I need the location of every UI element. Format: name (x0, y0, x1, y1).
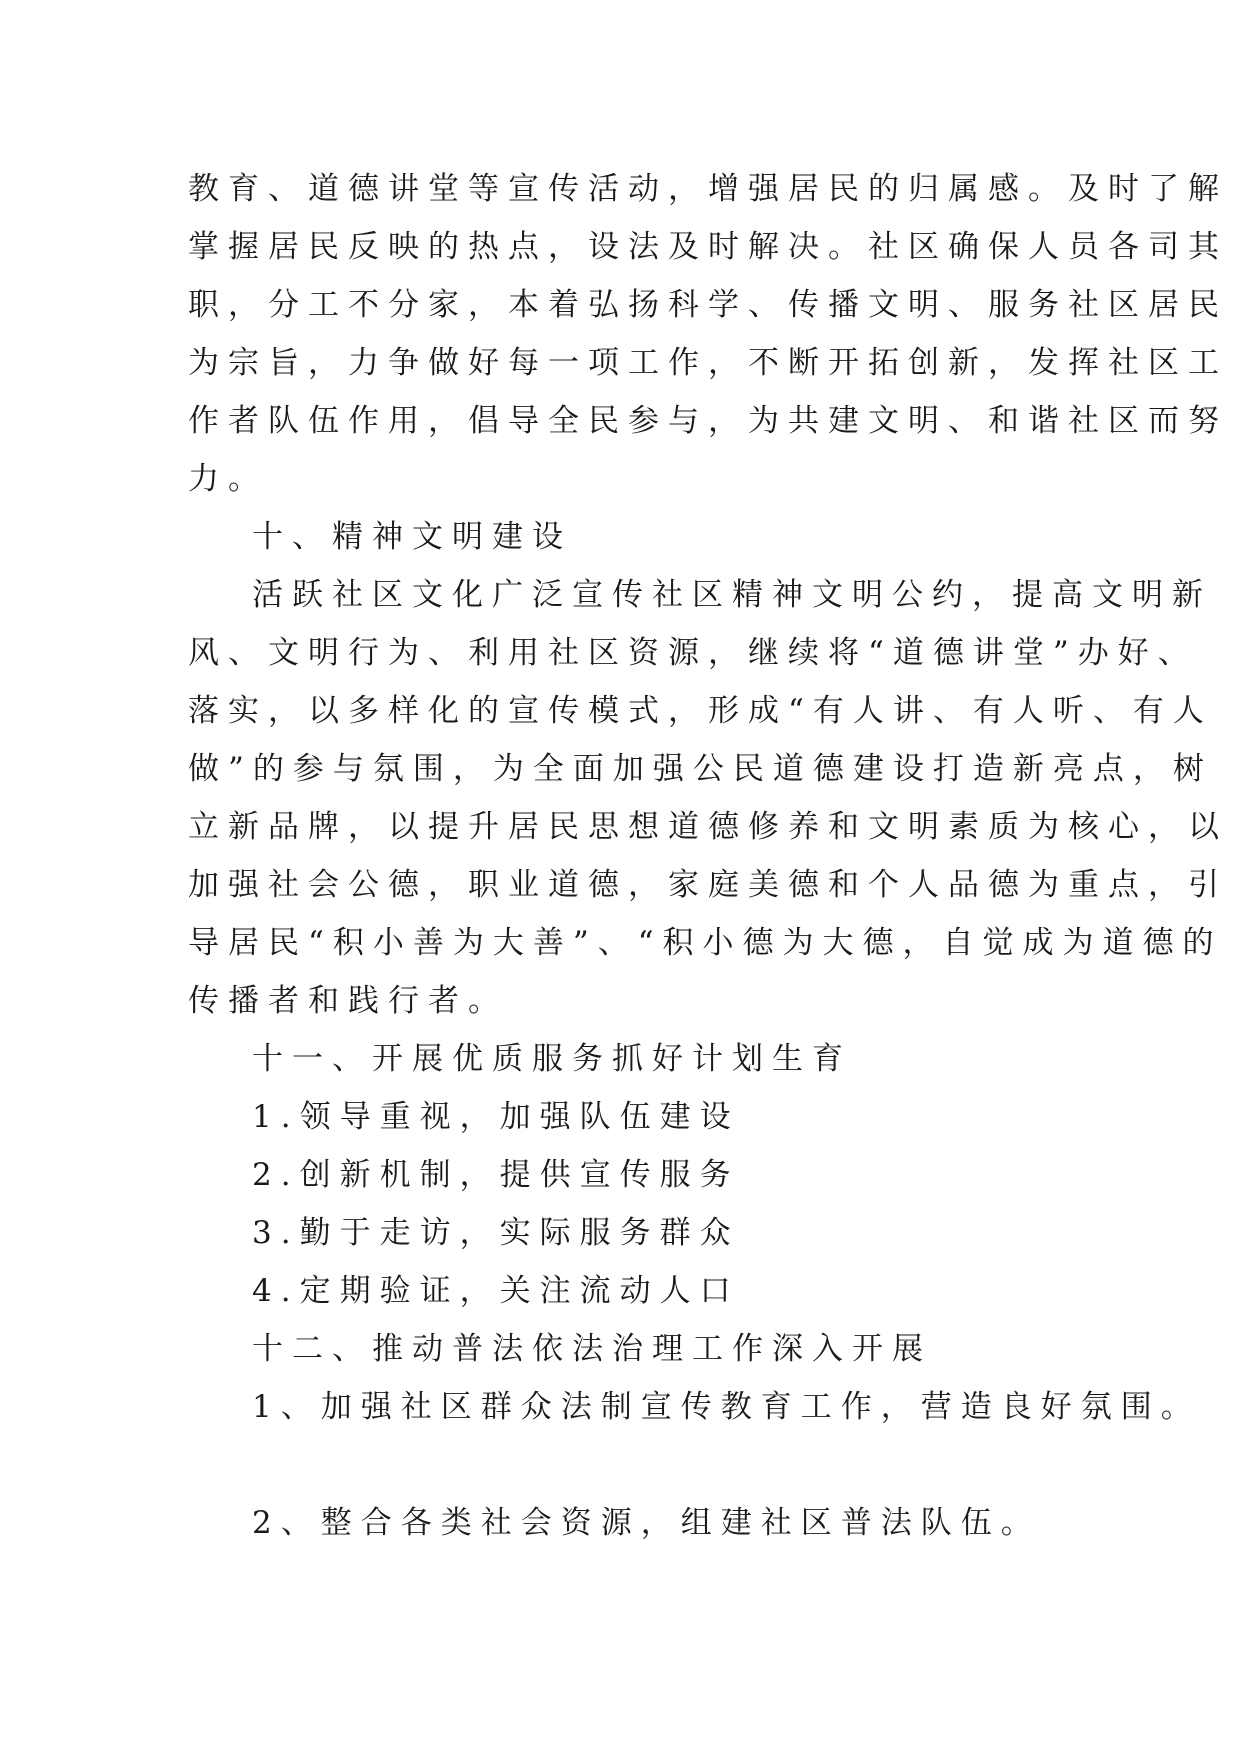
paragraph-gap (188, 1436, 1068, 1494)
section-heading: 十、精神文明建设 (252, 519, 572, 555)
paragraph-line: 力。 (188, 461, 268, 497)
paragraph-line: 加强社会公德，职业道德，家庭美德和个人品德为重点，引 (188, 867, 1228, 903)
paragraph-line: 掌握居民反映的热点，设法及时解决。社区确保人员各司其 (188, 229, 1228, 265)
list-item: 2.创新机制，提供宣传服务 (252, 1157, 740, 1193)
paragraph-line: 作者队伍作用，倡导全民参与，为共建文明、和谐社区而努 (188, 403, 1228, 439)
paragraph-line: 风、文明行为、利用社区资源，继续将“道德讲堂”办好、 (188, 635, 1198, 671)
paragraph-line: 传播者和践行者。 (188, 983, 508, 1019)
list-item: 3.勤于走访，实际服务群众 (252, 1215, 740, 1251)
paragraph-line: 落实，以多样化的宣传模式，形成“有人讲、有人听、有人 (188, 693, 1213, 729)
paragraph-line: 活跃社区文化广泛宣传社区精神文明公约，提高文明新 (252, 577, 1212, 613)
list-item: 4.定期验证，关注流动人口 (252, 1273, 740, 1309)
paragraph-line: 立新品牌，以提升居民思想道德修养和文明素质为核心，以 (188, 809, 1228, 845)
list-item: 1.领导重视，加强队伍建设 (252, 1099, 740, 1135)
list-item: 2、整合各类社会资源，组建社区普法队伍。 (252, 1505, 1041, 1541)
paragraph-line: 导居民“积小善为大善”、“积小德为大德，自觉成为道德的 (188, 925, 1223, 961)
paragraph-line: 职，分工不分家，本着弘扬科学、传播文明、服务社区居民 (188, 287, 1228, 323)
paragraph-line: 为宗旨，力争做好每一项工作，不断开拓创新，发挥社区工 (188, 345, 1228, 381)
paragraph-line: 教育、道德讲堂等宣传活动，增强居民的归属感。及时了解 (188, 171, 1228, 207)
section-heading: 十一、开展优质服务抓好计划生育 (252, 1041, 852, 1077)
section-heading: 十二、推动普法依法治理工作深入开展 (252, 1331, 932, 1367)
document-body (188, 160, 1228, 1552)
list-item: 1、加强社区群众法制宣传教育工作，营造良好氛围。 (252, 1389, 1201, 1425)
paragraph-line: 做”的参与氛围，为全面加强公民道德建设打造新亮点，树 (188, 751, 1213, 787)
